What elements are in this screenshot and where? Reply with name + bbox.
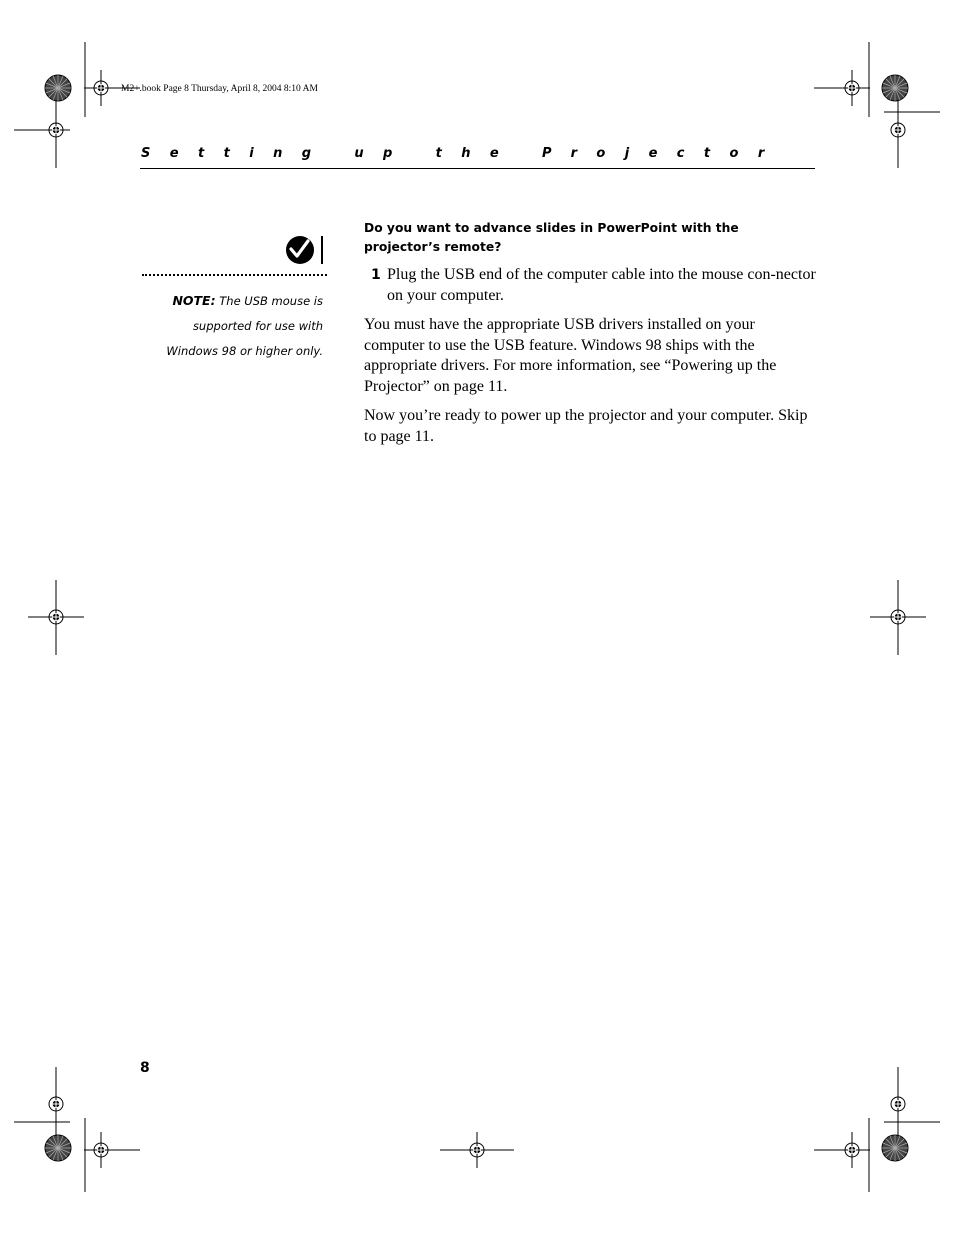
- note-label: NOTE:: [172, 293, 216, 308]
- header-rule: [140, 168, 815, 169]
- step-item: [364, 265, 816, 306]
- step-text: Plug the USB end of the computer cable into the mouse con-nector on your computer.: [387, 266, 816, 304]
- sidebar-dotted-rule: [142, 274, 327, 276]
- question-heading: Do you want to advance slides in PowerPoint with the projector’s remote?: [364, 221, 739, 254]
- running-head: Setting up the Projector: [141, 146, 784, 161]
- page-number: 8: [140, 1060, 150, 1076]
- sidebar-note: [140, 288, 323, 364]
- body-paragraph-2: Now you’re ready to power up the projector and your computer. Skip to page 11.: [364, 407, 808, 445]
- print-file-info: M2+.book Page 8 Thursday, April 8, 2004 8:10 AM: [121, 84, 318, 94]
- main-content: [364, 219, 816, 456]
- note-line-2: supported for use with: [192, 319, 323, 333]
- note-line-3: Windows 98 or higher only.: [166, 344, 323, 358]
- note-checkmark-icon: [284, 234, 328, 266]
- body-paragraph-1: You must have the appropriate USB drivers installed on your computer to use the USB feature. Windows 98 ships with the appropriate drivers. For more information, see “Powering up the Projector” on page 11.: [364, 316, 777, 395]
- step-number: 1: [371, 267, 381, 283]
- note-line-1-text: The USB mouse is: [219, 294, 323, 308]
- note-line-1: [140, 288, 323, 314]
